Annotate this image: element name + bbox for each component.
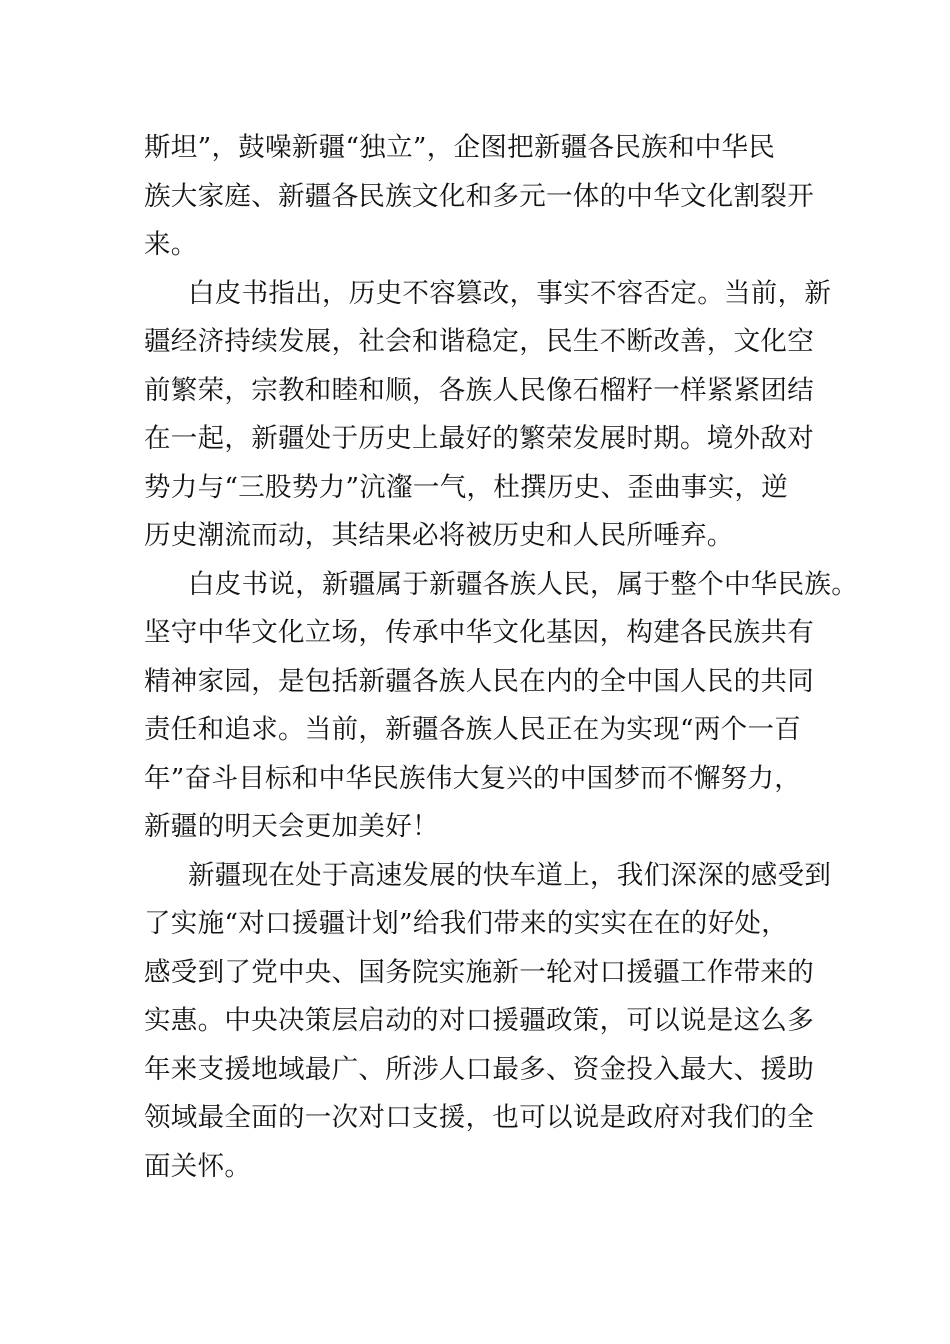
text-line: 领域最全面的一次对口支援，也可以说是政府对我们的全 [144, 1102, 814, 1133]
text-line: 感受到了党中央、国务院实施新一轮对口援疆工作带来的 [144, 956, 814, 988]
paragraph-continued [144, 124, 834, 270]
text-line: 实惠。中央决策层启动的对口援疆政策，可以说是这么多 [144, 1005, 814, 1036]
text-line: 新疆现在处于高速发展的快车道上，我们深深的感受到 [188, 859, 832, 891]
text-line: 疆经济持续发展，社会和谐稳定，民生不断改善，文化空 [144, 326, 814, 357]
text-line: 年来支援地域最广、所涉人口最多、资金投入最大、援助 [144, 1053, 814, 1085]
text-line: 精神家园，是包括新疆各族人民在内的全中国人民的共同 [144, 665, 814, 697]
text-line: 坚守中华文化立场，传承中华文化基因，构建各民族共有 [144, 617, 814, 648]
text-line: 新疆的明天会更加美好！ [144, 811, 439, 842]
text-line: 面关怀。 [144, 1150, 252, 1182]
text-line: 斯坦”，鼓噪新疆“独立”，企图把新疆各民族和中华民 [144, 132, 776, 163]
paragraph-development [144, 852, 834, 1192]
text-line: 来。 [144, 229, 198, 260]
paragraph-culture [144, 561, 858, 852]
text-line: 势力与“三股势力”沆瀣一气，杜撰历史、歪曲事实，逆 [144, 471, 789, 503]
text-line: 白皮书指出，历史不容篡改，事实不容否定。当前，新 [188, 277, 832, 309]
text-line: 了实施“对口援疆计划”给我们带来的实实在在的好处， [144, 908, 789, 939]
text-line: 在一起，新疆处于历史上最好的繁荣发展时期。境外敌对 [144, 423, 814, 454]
document-body [144, 124, 858, 1191]
text-line: 前繁荣，宗教和睦和顺，各族人民像石榴籽一样紧紧团结 [144, 374, 814, 406]
text-line: 白皮书说，新疆属于新疆各族人民，属于整个中华民族。 [188, 568, 858, 600]
paragraph-history [144, 270, 834, 561]
text-line: 责任和追求。当前，新疆各族人民正在为实现“两个一百 [144, 714, 802, 745]
text-line: 历史潮流而动，其结果必将被历史和人民所唾弃。 [144, 520, 734, 551]
text-line: 族大家庭、新疆各民族文化和多元一体的中华文化割裂开 [144, 180, 814, 212]
text-line: 年”奋斗目标和中华民族伟大复兴的中国梦而不懈努力， [144, 762, 802, 794]
